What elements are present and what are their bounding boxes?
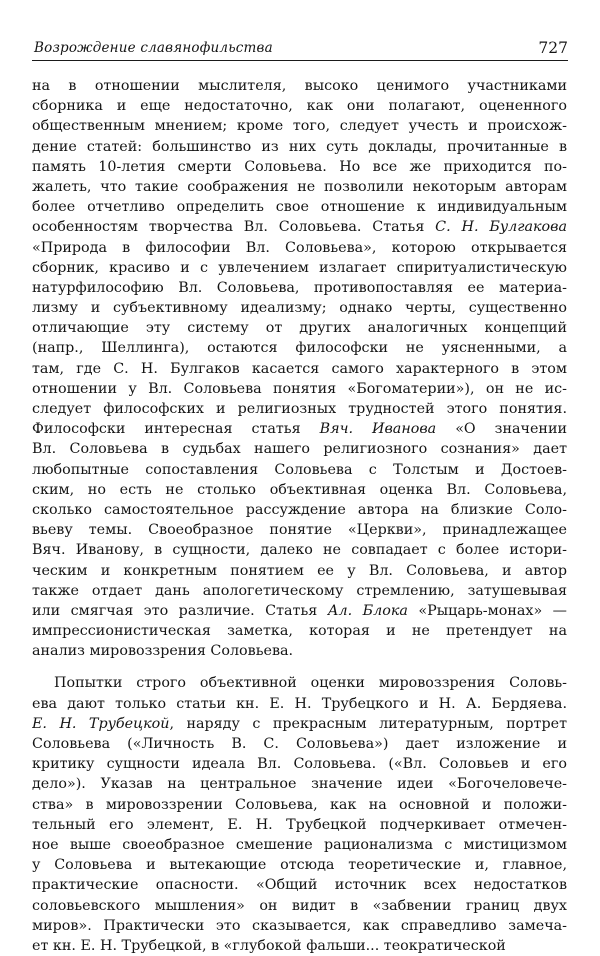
text-line: сборник, красиво и с увлечением излагает спиритуалистическую bbox=[32, 259, 567, 276]
text-line: следует философских и религиозных трудностей этого понятия. bbox=[32, 401, 567, 417]
text-line bbox=[32, 419, 567, 439]
running-title: Возрождение славянофильства bbox=[34, 40, 273, 56]
text-line: Попытки строго объективной оценки мировоззрения Соловь- bbox=[54, 675, 567, 692]
page-number: 727 bbox=[538, 39, 568, 57]
text-line bbox=[32, 217, 567, 237]
paragraph-gap bbox=[32, 661, 567, 673]
page-header bbox=[32, 34, 568, 61]
text-line: общественным мнением; кроме того, следует учесть и происхож- bbox=[32, 118, 567, 135]
body-text bbox=[32, 76, 567, 956]
text-line bbox=[32, 714, 567, 734]
text-line: «Природа в философии Вл. Соловьева», которою открывается bbox=[32, 239, 567, 256]
text-line: практические опасности. «Общий источник всех недостатков bbox=[32, 877, 567, 894]
text-line: ева дают только статьи кн. Е. Н. Трубецкого и Н. А. Бердяева. bbox=[32, 695, 567, 712]
text-line: ским, но есть не столько объективная оценка Вл. Соловьева, bbox=[32, 481, 567, 498]
text-line: ное выше своеобразное смешение рационализма с мистицизмом bbox=[32, 836, 567, 853]
text-segment: «Рыцарь-монах» — bbox=[407, 602, 567, 619]
text-line: любопытные сопоставления Соловьева с Толстым и Достоев- bbox=[32, 461, 567, 478]
paragraph-1 bbox=[32, 76, 567, 661]
text-line: отношении у Вл. Соловьева понятия «Богоматерии»), он не ис- bbox=[32, 380, 567, 397]
text-line: жалеть, что такие соображения не позволили некоторым авторам bbox=[32, 178, 567, 195]
text-line: соловьевского мышления» он видит в «забвении границ двух bbox=[32, 897, 567, 914]
text-line: (напр., Шеллинга), остаются философски не уясненными, а bbox=[32, 340, 567, 357]
text-line: критику сущности идеала Вл. Соловьева. («Вл. Соловьев и его bbox=[32, 756, 567, 773]
text-line bbox=[32, 601, 567, 621]
author-name: С. Н. Булгакова bbox=[435, 219, 567, 236]
text-line: тельный его элемент, Е. Н. Трубецкой подчеркивает отмечен- bbox=[32, 816, 567, 833]
text-line: импрессионистическая заметка, которая и не претендует на bbox=[32, 623, 567, 640]
text-segment: , наряду с прекрасным литературным, портрет bbox=[169, 715, 567, 732]
text-line: на в отношении мыслителя, высоко ценимого участниками bbox=[32, 78, 567, 94]
text-line: сколько самостоятельное рассуждение автора на близкие Соло- bbox=[32, 501, 567, 518]
text-line: Вл. Соловьева в судьбах нашего религиозного сознания» дает bbox=[32, 441, 567, 458]
text-segment: или смягчая это различие. Статья bbox=[32, 602, 328, 619]
text-line: ет кн. Е. Н. Трубецкой, в «глубокой фальши... теократической bbox=[32, 937, 506, 954]
text-line: анализ мировоззрения Соловьева. bbox=[32, 643, 294, 660]
text-line: память 10-летия смерти Соловьева. Но все же приходится по- bbox=[32, 158, 567, 175]
author-name: Ал. Блока bbox=[327, 602, 408, 619]
author-name: Вяч. Иванова bbox=[319, 421, 437, 438]
paragraph-2 bbox=[32, 673, 567, 956]
text-segment: особенностям творчества Вл. Соловьева. Статья bbox=[32, 219, 436, 236]
text-line: там, где С. Н. Булгаков касается самого характерного в этом bbox=[32, 360, 567, 377]
text-line: более отчетливо определить свое отношение к индивидуальным bbox=[32, 199, 567, 216]
text-line: сборника и еще недостаточно, как они полагают, оцененного bbox=[32, 98, 567, 115]
text-line: вьеву темы. Своеобразное понятие «Церкви», принадлежащее bbox=[32, 522, 567, 539]
text-line: миров». Практически это сказывается, как справедливо замеча- bbox=[32, 917, 567, 934]
text-line: дение статей: большинство из них суть доклады, прочитанные в bbox=[32, 138, 567, 155]
author-name: Е. Н. Трубецкой bbox=[32, 715, 170, 732]
text-line: Соловьева («Личность В. С. Соловьева») дает изложение и bbox=[32, 736, 567, 752]
text-segment: Философски интересная статья bbox=[32, 421, 320, 438]
text-line: отличающие эту систему от других аналогичных концепций bbox=[32, 320, 567, 337]
text-line: натурфилософию Вл. Соловьева, противопоставляя ее материа- bbox=[32, 279, 567, 296]
text-line: дело»). Указав на центральное значение идеи «Богочеловече- bbox=[32, 776, 567, 793]
text-line: ства» в мировоззрении Соловьева, как на основной и положи- bbox=[32, 796, 567, 813]
text-line: также отдает дань апологетическому стремлению, затушевывая bbox=[32, 582, 567, 599]
text-line: Вяч. Иванову, в сущности, далеко не совпадает с более истори- bbox=[32, 542, 567, 559]
text-line: лизму и субъективному идеализму; однако черты, существенно bbox=[32, 300, 567, 317]
text-segment: «О значении bbox=[436, 421, 567, 438]
text-line: у Соловьева и вытекающие отсюда теоретические и, главное, bbox=[32, 857, 567, 874]
text-line: ческим и конкретным понятием ее у Вл. Соловьева, и автор bbox=[32, 562, 567, 579]
